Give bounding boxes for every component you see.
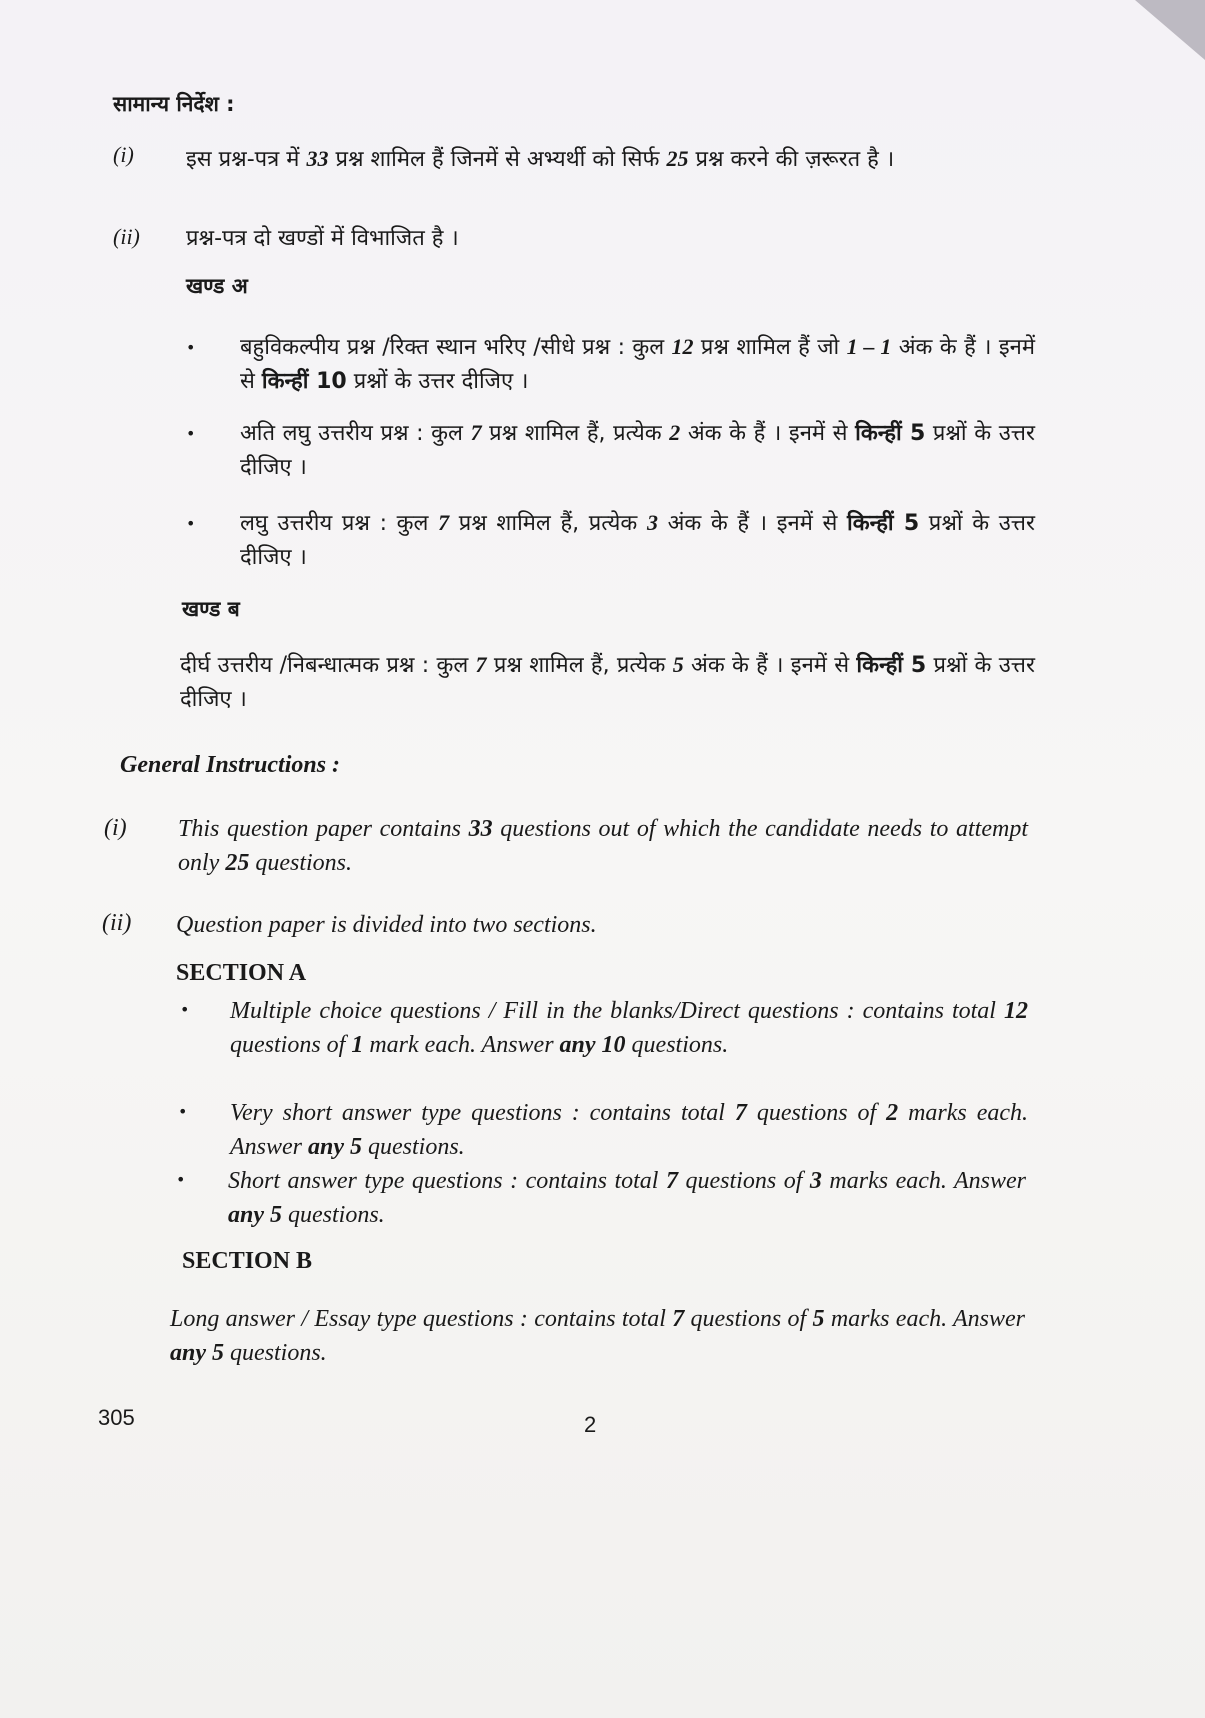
english-item-2-label: (ii) [102, 910, 132, 936]
english-instructions-title: General Instructions : [120, 752, 341, 778]
paper-code: 305 [98, 1405, 135, 1430]
hindi-section-a-bullet-2: अति लघु उत्तरीय प्रश्न : कुल 7 प्रश्न शामिल हैं, प्रत्येक 2 अंक के हैं । इनमें से किन्हीं 5 प्रश्नों के उत्तर दीजिए । [240, 420, 1035, 480]
english-item-1-text: This question paper contains 33 questions out of which the candidate needs to attempt only 25 questions. [178, 816, 1028, 876]
hindi-section-a-title: खण्ड अ [186, 274, 248, 298]
hindi-item-1-text: इस प्रश्न-पत्र में 33 प्रश्न शामिल हैं जिनमें से अभ्यर्थी को सिर्फ 25 प्रश्न करने की ज़रूरत है । [186, 146, 895, 172]
english-section-b-text: Long answer / Essay type questions : contains total 7 questions of 5 marks each. Answer any 5 questions. [170, 1306, 1025, 1366]
english-section-a-bullet-1: Multiple choice questions / Fill in the blanks/Direct questions : contains total 12 questions of 1 mark each. Answer any 10 questions. [230, 998, 1028, 1058]
bullet: • [186, 424, 196, 443]
english-section-a-bullet-2: Very short answer type questions : contains total 7 questions of 2 marks each. Answer any 5 questions. [230, 1100, 1028, 1160]
hindi-section-a-bullet-3: लघु उत्तरीय प्रश्न : कुल 7 प्रश्न शामिल हैं, प्रत्येक 3 अंक के हैं । इनमें से किन्हीं 5 प्रश्नों के उत्तर दीजिए । [240, 510, 1035, 570]
english-section-b-title: SECTION B [182, 1248, 313, 1274]
english-item-1-label: (i) [104, 815, 127, 841]
bullet: • [178, 1102, 188, 1121]
hindi-item-2-text: प्रश्न-पत्र दो खण्डों में विभाजित है । [186, 226, 459, 251]
english-section-a-title: SECTION A [176, 960, 307, 986]
english-section-a-bullet-3: Short answer type questions : contains total 7 questions of 3 marks each. Answer any 5 questions. [228, 1168, 1026, 1228]
bullet: • [180, 1000, 190, 1019]
page-fold-corner [1135, 0, 1205, 60]
hindi-section-b-title: खण्ड ब [182, 597, 240, 621]
hindi-section-a-bullet-1: बहुविकल्पीय प्रश्न /रिक्त स्थान भरिए /सीधे प्रश्न : कुल 12 प्रश्न शामिल हैं जो 1 – 1 अंक के हैं । इनमें से किन्हीं 10 प्रश्नों के उत्तर दीजिए । [240, 334, 1035, 394]
hindi-item-2-label: (ii) [113, 224, 140, 249]
hindi-item-1-label: (i) [113, 142, 134, 167]
hindi-instructions-title: सामान्य निर्देश : [113, 92, 235, 116]
bullet: • [186, 514, 196, 533]
hindi-section-b-text: दीर्घ उत्तरीय /निबन्धात्मक प्रश्न : कुल 7 प्रश्न शामिल हैं, प्रत्येक 5 अंक के हैं । इनमें से किन्हीं 5 प्रश्नों के उत्तर दीजिए । [180, 652, 1035, 712]
bullet: • [186, 338, 196, 357]
page-number: 2 [584, 1412, 597, 1437]
bullet: • [176, 1170, 186, 1189]
english-item-2-text: Question paper is divided into two sections. [176, 912, 597, 938]
